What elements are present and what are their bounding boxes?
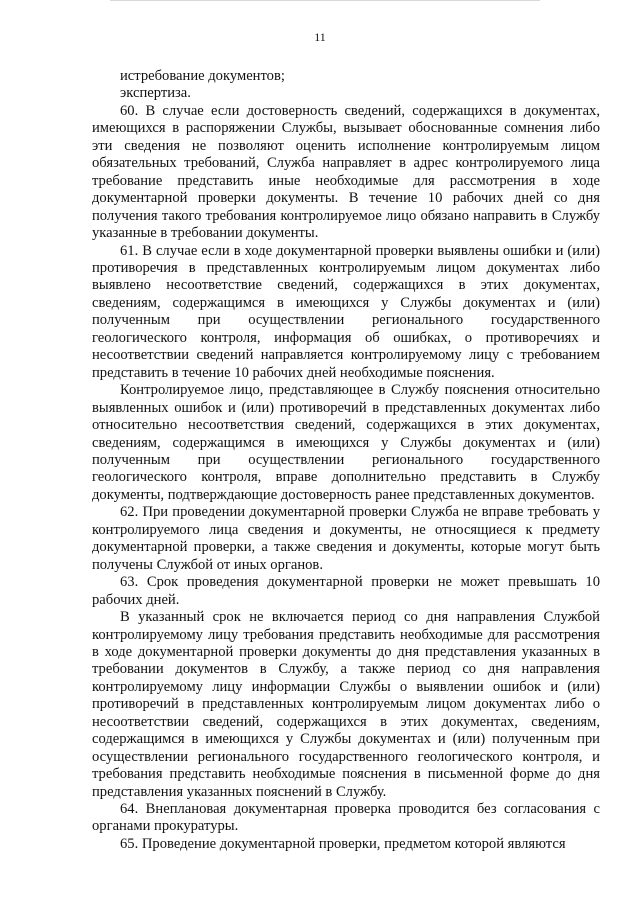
paragraph-list-item-2: экспертиза. [120, 85, 191, 102]
paragraph-62: 62. При проведении документарной проверки Служба не вправе требовать у контролируемого лица сведения и документы, не относящиеся к предмету документарной проверки, а также сведения и документы, которые могут быть получены Службой от иных органов. [92, 504, 600, 573]
paragraph-list-item-1: истребование документов; [120, 68, 285, 84]
paragraph-60: 60. В случае если достоверность сведений, содержащихся в документах, имеющихся в распоряжении Службы, вызывает обоснованные сомнения либо эти сведения не позволяют оценить исполнение контролируемым лицом обязательных требований, Служба направляет в адрес контролируемого лица требование представить иные необходимые для рассмотрения в ходе документарной проверки документы. В течение 10 рабочих дней со дня получения такого требования контролируемое лицо обязано направить в Службу указанные в требовании документы. [92, 102, 600, 242]
paragraph-64: 64. Внеплановая документарная проверка проводится без согласования с органами прокуратуры. [92, 801, 600, 835]
paragraph-63: 63. Срок проведения документарной проверки не может превышать 10 рабочих дней. [92, 574, 600, 608]
paragraph-61-continuation: Контролируемое лицо, представляющее в Службу пояснения относительно выявленных ошибок и (или) противоречий в представленных документах либо относительно несоответствия сведений, содержащихся в этих документах, сведениям, содержащимся в имеющихся у Службы документах и (или) полученным при осуществлении регионального государственного геологического контроля, вправе дополнительно представить в Службу документы, подтверждающие достоверность ранее представленных документов. [92, 382, 600, 503]
scan-top-edge [110, 0, 540, 1]
paragraph-63-continuation: В указанный срок не включается период со дня направления Службой контролируемому лицу требования представить необходимые для рассмотрения в ходе документарной проверки документы до дня представления указанных в требовании документов в Службу, а также период со дня направления контролируемому лицу информации Службы о выявлении ошибок и (или) противоречий в представленных контролируемым лицом документах либо о несоответствии сведений, содержащихся в этих документах, сведениям, содержащимся в имеющихся у Службы документах и (или) полученным при осуществлении регионального государственного геологического контроля, и требования представить необходимые пояснения в письменной форме до дня представления указанных пояснений в Службу. [92, 609, 600, 800]
paragraph-61: 61. В случае если в ходе документарной проверки выявлены ошибки и (или) противоречия в представленных контролируемым лицом документах либо выявлено несоответствие сведений, содержащихся в этих документах, сведениям, содержащимся в имеющихся у Службы документах и (или) полученным при осуществлении регионального государственного геологического контроля, информация об ошибках, о противоречиях и несоответствии сведений направляется контролируемому лицу с требованием представить в течение 10 рабочих дней необходимые пояснения. [92, 242, 600, 381]
paragraph-65: 65. Проведение документарной проверки, предметом которой являются [120, 835, 566, 852]
document-body [92, 68, 600, 853]
page-number: 11 [314, 30, 326, 44]
